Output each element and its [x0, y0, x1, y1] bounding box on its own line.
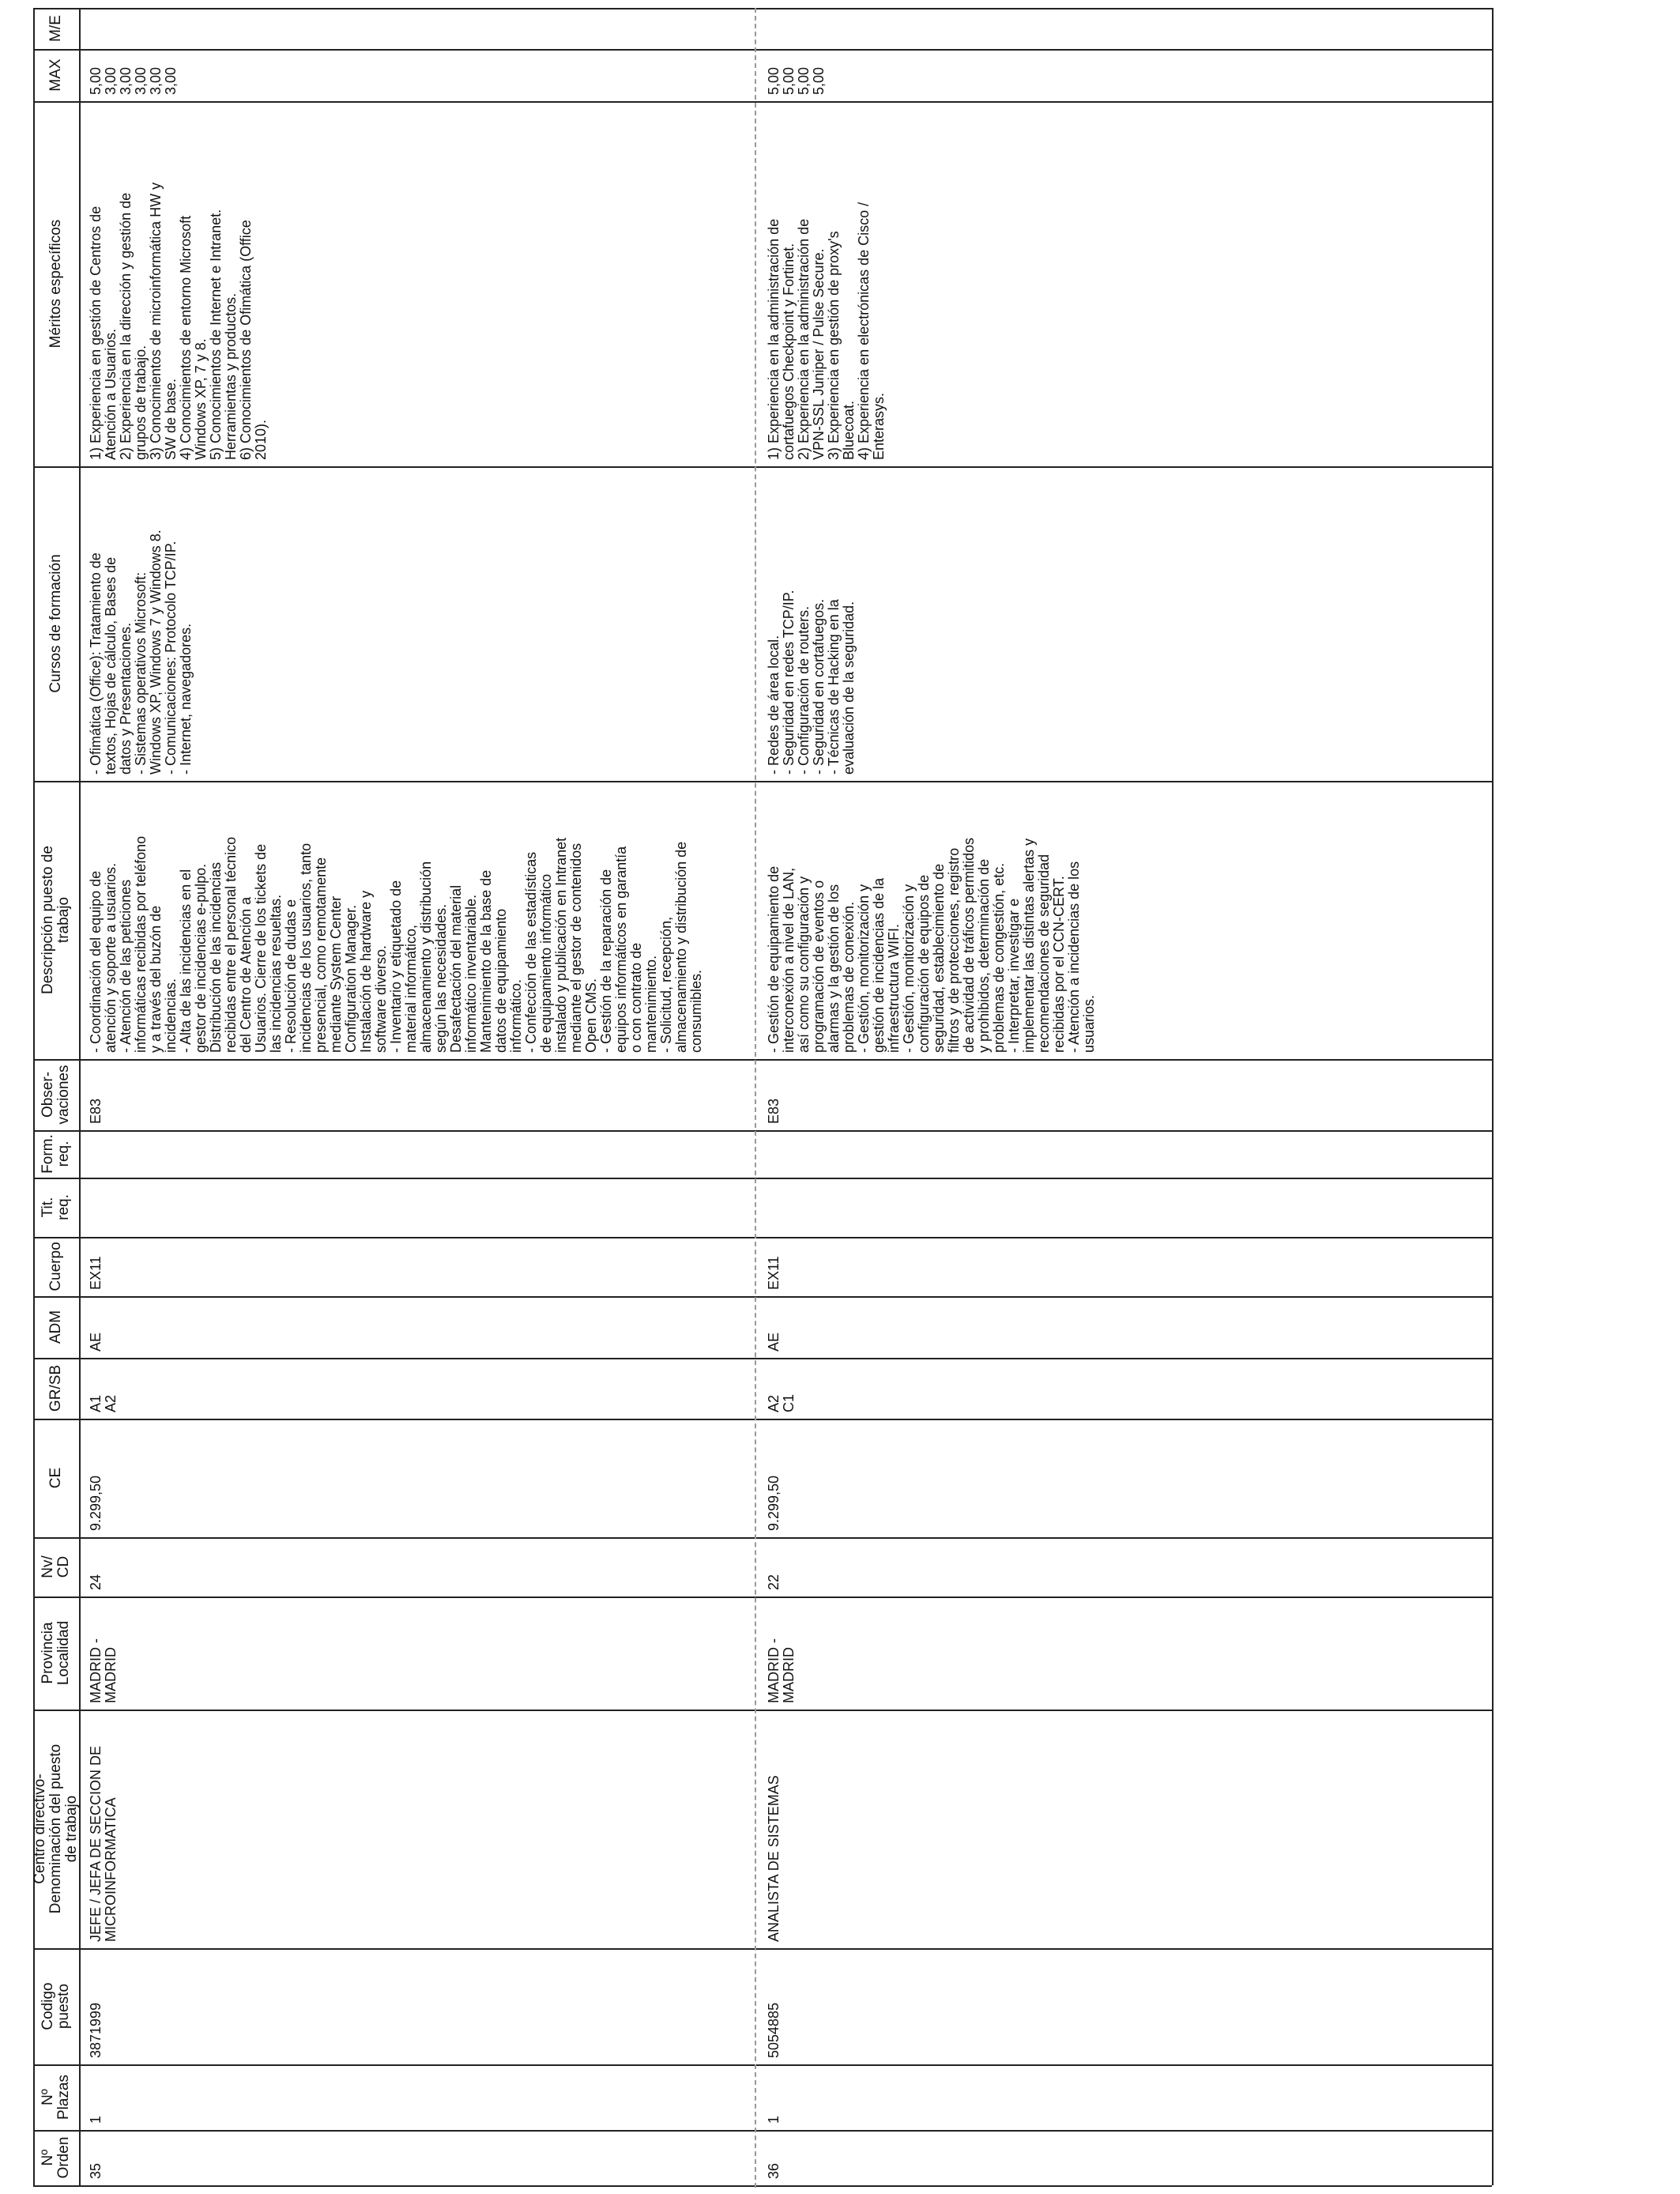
column-separator	[33, 49, 1492, 51]
header-cuerpo: Cuerpo	[47, 1242, 64, 1291]
column-separator	[33, 1710, 1492, 1711]
column-separator	[33, 2130, 1492, 2132]
column-separator	[33, 1130, 1492, 1132]
cell-cursos: - Ofimática (Office): Tratamiento de textos, Hojas de cálculo, Bases de datos y Presentaciones. - Sistemas operativos Microsoft: Windows XP, Windows 7 y Windows 8. - Comunicaciones: Protocolo TCP/IP. - Internet, navegadores.	[88, 530, 194, 775]
column-separator	[33, 2064, 1492, 2066]
column-separator	[33, 781, 1492, 782]
cell-plazas: 1	[766, 2115, 782, 2124]
cell-observaciones: E83	[88, 1098, 104, 1124]
cell-adm: AE	[88, 1332, 104, 1351]
header-codigo: Codigo puesto	[40, 1982, 72, 2030]
cell-nvcd: 24	[88, 1574, 104, 1590]
column-separator	[33, 1178, 1492, 1179]
header-nvcd: Nv/ CD	[40, 1555, 72, 1578]
cell-meritos: 1) Experiencia en gestión de Centros de Atención a Usuarios. 2) Experiencia en la dirección y gestión de grupos de trabajo. 3) Conocimientos de microinformática HW y SW de base. 4) Conocimientos de entorno Microsoft Windows XP, 7 y 8. 5) Conocimientos de Internet e Intranet. Herramientas y productos. 6) Conocimientos de Ofimática (Office 2010).	[88, 182, 269, 460]
cell-max: 5,00 3,00 3,00 3,00 3,00 3,00	[88, 66, 179, 95]
column-separator	[33, 101, 1492, 103]
cell-nvcd: 22	[766, 1574, 782, 1590]
table-border-top	[33, 8, 1492, 9]
cell-provincia: MADRID - MADRID	[88, 1638, 119, 1703]
cell-ce: 9.299,50	[766, 1475, 782, 1531]
cell-max: 5,00 5,00 5,00 5,00	[766, 66, 827, 95]
cell-provincia: MADRID - MADRID	[766, 1638, 797, 1703]
header-form_req: Form. req.	[40, 1134, 72, 1174]
header-grsb: GR/SB	[47, 1364, 64, 1412]
cell-codigo: 3871999	[88, 2002, 104, 2058]
column-separator	[33, 1537, 1492, 1539]
table-border-right	[1492, 8, 1494, 2185]
cell-cursos: - Redes de área local. - Seguridad en redes TCP/IP. - Configuración de routers. - Seguridad en cortafuegos. - Técnicas de Hacking en la evaluación de la seguridad.	[766, 590, 857, 775]
cell-ce: 9.299,50	[88, 1475, 104, 1531]
cell-meritos: 1) Experiencia en la administración de cortafuegos Checkpoint y Fortinet. 2) Experiencia en la administración de VPN-SSL Juniper / Pulse Secure. 3) Experiencia en gestión de proxy's Bluecoat. 4) Experiencia en electrónicas de Cisco / Enterasys.	[766, 202, 887, 460]
cell-descripcion: - Gestión de equipamiento de interconexión a nivel de LAN, así como su configuración y programación de eventos o alarmas y la gestión de los problemas de conexión. - Gestión, monitorización y gestión de incidencias de la infraestructura WIFI. - Gestión, monitorización y configuración de equipos de seguridad, establecimiento de filtros y de protecciones, registro de actividad de tráficos permitidos y prohibidos, determinación de problemas de congestión, etc. - Interpretar, investigar e implementar las distintas alertas y recomendaciones de seguridad recibidas por el CCN-CERT. - Atención a incidencias de los usuarios.	[766, 837, 1097, 1053]
table-border-bottom	[33, 2185, 1492, 2187]
cell-orden: 36	[766, 2162, 782, 2179]
column-separator	[33, 1948, 1492, 1950]
column-separator	[33, 1296, 1492, 1298]
header-max: MAX	[47, 58, 64, 92]
cell-plazas: 1	[88, 2115, 104, 2124]
header-tit_req: Tit. req.	[40, 1194, 72, 1220]
header-plazas: Nº Plazas	[40, 2074, 72, 2120]
column-separator	[33, 1237, 1492, 1238]
column-separator	[33, 1419, 1492, 1420]
cell-codigo: 5054885	[766, 2002, 782, 2058]
header-me: M/E	[47, 15, 64, 42]
header-meritos: Méritos específicos	[47, 219, 64, 349]
header-ce: CE	[47, 1467, 64, 1489]
column-separator	[33, 1596, 1492, 1598]
header-cursos: Cursos de formación	[47, 554, 64, 693]
cell-cuerpo: EX11	[88, 1256, 104, 1290]
cell-adm: AE	[766, 1332, 782, 1351]
header-centro: Centro directivo- Denominación del puesto de trabajo	[32, 1744, 80, 1914]
header-descripcion: Descripción puesto de trabajo	[40, 846, 72, 994]
header-provincia: Provincia Localidad	[40, 1620, 72, 1686]
header-adm: ADM	[47, 1310, 64, 1344]
column-separator	[33, 1059, 1492, 1061]
cell-cuerpo: EX11	[766, 1256, 782, 1290]
cell-grsb: A1 A2	[88, 1394, 119, 1412]
column-separator	[33, 1358, 1492, 1359]
column-separator	[33, 466, 1492, 468]
cell-grsb: A2 C1	[766, 1393, 797, 1412]
cell-observaciones: E83	[766, 1098, 782, 1124]
cell-centro: JEFE / JEFA DE SECCION DE MICROINFORMATICA	[88, 1745, 119, 1942]
cell-centro: ANALISTA DE SISTEMAS	[766, 1775, 782, 1942]
header-observaciones: Obser- vaciones	[40, 1065, 72, 1125]
header-orden: Nº Orden	[40, 2136, 72, 2179]
cell-descripcion: - Coordinación del equipo de atención y soporte a usuarios. - Atención de las peticiones informáticas recibidas por teléfono y a través del buzón de incidencias. - Alta de las incidencias en el gestor de incidencias e-pulpo. Distribución de las incidencias recibidas entre el personal técnico del Centro de Atención a Usuarios. Cierre de los tickets de las incidencias resueltas. - Resolución de dudas e incidencias de los usuarios, tanto presencial, como remotamente mediante System Center Configuration Manager. Instalación de hardware y software diverso. - Inventario y etiquetado de material informático, almacenamiento y distribución según las necesidades. Desafectación del material informático inventariable. Mantenimiento de la base de datos de equipamiento informático. - Confección de las estadísticas de equipamiento informático instalado y publicación en Intranet mediante el gestor de contenidos Open CMS. - Gestión de la reparación de equipos informáticos en garantía o con contrato de mantenimiento. - Solicitud, recepción, almacenamiento y distribución de consumibles.	[88, 835, 704, 1053]
record-separator	[755, 8, 756, 2188]
cell-orden: 35	[88, 2162, 104, 2179]
